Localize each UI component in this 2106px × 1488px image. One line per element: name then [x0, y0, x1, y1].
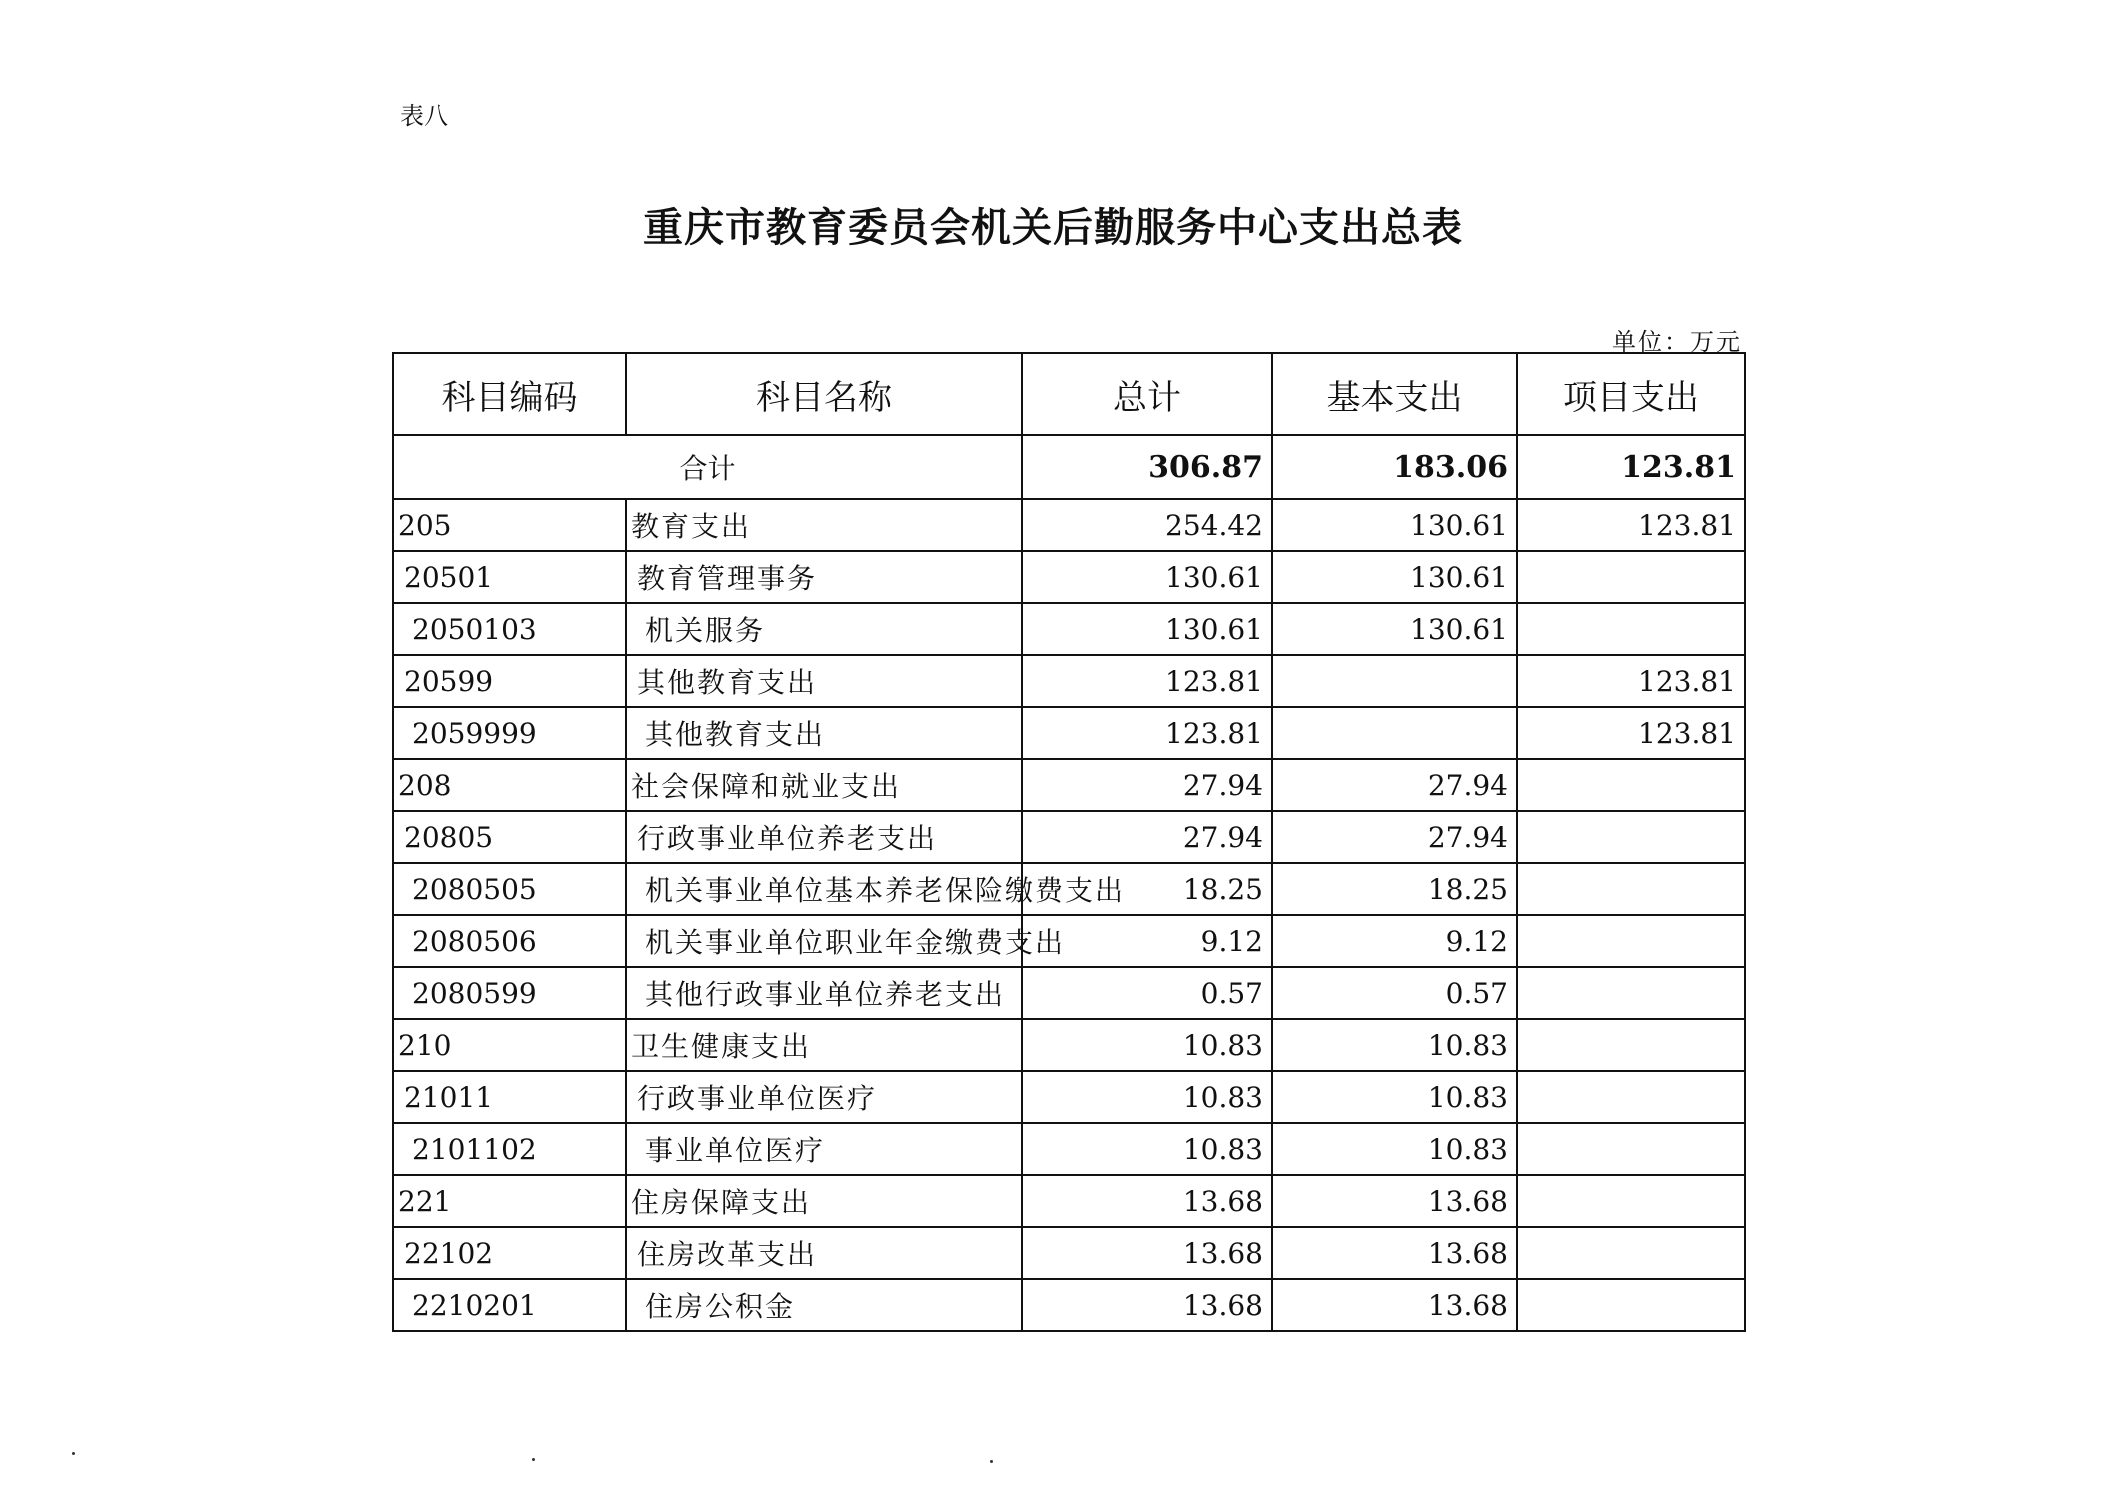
cell-project	[1517, 603, 1745, 655]
header-total: 总计	[1022, 353, 1272, 435]
cell-total: 0.57	[1022, 967, 1272, 1019]
cell-project: 123.81	[1517, 707, 1745, 759]
unit-label: 单位：万元	[1612, 328, 1742, 356]
cell-name: 社会保障和就业支出	[626, 759, 1022, 811]
cell-code: 2059999	[393, 707, 626, 759]
cell-code: 205	[393, 499, 626, 551]
cell-name: 行政事业单位医疗	[626, 1071, 1022, 1123]
cell-project	[1517, 863, 1745, 915]
cell-total: 27.94	[1022, 759, 1272, 811]
cell-total: 254.42	[1022, 499, 1272, 551]
cell-name: 机关事业单位职业年金缴费支出	[626, 915, 1022, 967]
cell-total: 13.68	[1022, 1227, 1272, 1279]
cell-project	[1517, 1071, 1745, 1123]
cell-project	[1517, 759, 1745, 811]
cell-project	[1517, 1175, 1745, 1227]
cell-project	[1517, 811, 1745, 863]
cell-project: 123.81	[1517, 499, 1745, 551]
cell-name: 机关事业单位基本养老保险缴费支出	[626, 863, 1022, 915]
cell-project: 123.81	[1517, 655, 1745, 707]
header-project: 项目支出	[1517, 353, 1745, 435]
cell-project	[1517, 1227, 1745, 1279]
table-row	[393, 863, 1745, 915]
cell-name: 住房公积金	[626, 1279, 1022, 1331]
cell-basic	[1272, 655, 1517, 707]
table-row	[393, 759, 1745, 811]
cell-total: 10.83	[1022, 1071, 1272, 1123]
cell-basic	[1272, 707, 1517, 759]
scan-dot	[72, 1452, 75, 1455]
table-row	[393, 967, 1745, 1019]
header-row	[393, 353, 1745, 435]
cell-name: 卫生健康支出	[626, 1019, 1022, 1071]
cell-basic: 130.61	[1272, 499, 1517, 551]
cell-code: 2050103	[393, 603, 626, 655]
cell-project	[1517, 1019, 1745, 1071]
cell-name: 其他教育支出	[626, 655, 1022, 707]
cell-total: 123.81	[1022, 707, 1272, 759]
cell-total: 130.61	[1022, 551, 1272, 603]
cell-basic: 27.94	[1272, 759, 1517, 811]
cell-total: 10.83	[1022, 1123, 1272, 1175]
cell-name: 住房保障支出	[626, 1175, 1022, 1227]
total-basic: 183.06	[1272, 435, 1517, 499]
cell-total: 123.81	[1022, 655, 1272, 707]
table-row	[393, 499, 1745, 551]
header-basic: 基本支出	[1272, 353, 1517, 435]
table-row	[393, 551, 1745, 603]
cell-name: 教育管理事务	[626, 551, 1022, 603]
table-row	[393, 915, 1745, 967]
cell-basic: 10.83	[1272, 1123, 1517, 1175]
cell-code: 210	[393, 1019, 626, 1071]
cell-name: 机关服务	[626, 603, 1022, 655]
cell-name: 行政事业单位养老支出	[626, 811, 1022, 863]
cell-code: 2101102	[393, 1123, 626, 1175]
cell-code: 2210201	[393, 1279, 626, 1331]
scan-dot	[532, 1458, 535, 1461]
cell-project	[1517, 1123, 1745, 1175]
total-project: 123.81	[1517, 435, 1745, 499]
scan-dot	[990, 1460, 993, 1463]
document-title: 重庆市教育委员会机关后勤服务中心支出总表	[643, 204, 1463, 251]
header-code: 科目编码	[393, 353, 626, 435]
cell-project	[1517, 1279, 1745, 1331]
cell-code: 21011	[393, 1071, 626, 1123]
table-row	[393, 1123, 1745, 1175]
table-row	[393, 1279, 1745, 1331]
table-row	[393, 1019, 1745, 1071]
cell-basic: 130.61	[1272, 603, 1517, 655]
table-body	[393, 499, 1745, 1331]
cell-name: 住房改革支出	[626, 1227, 1022, 1279]
total-total: 306.87	[1022, 435, 1272, 499]
cell-code: 20599	[393, 655, 626, 707]
cell-project	[1517, 551, 1745, 603]
table-row	[393, 1175, 1745, 1227]
cell-basic: 13.68	[1272, 1227, 1517, 1279]
expenditure-table	[392, 352, 1746, 1332]
total-label: 合计	[393, 435, 1022, 499]
cell-basic: 13.68	[1272, 1279, 1517, 1331]
cell-code: 22102	[393, 1227, 626, 1279]
table-row	[393, 655, 1745, 707]
cell-total: 130.61	[1022, 603, 1272, 655]
cell-basic: 0.57	[1272, 967, 1517, 1019]
cell-project	[1517, 915, 1745, 967]
cell-total: 10.83	[1022, 1019, 1272, 1071]
cell-project	[1517, 967, 1745, 1019]
cell-basic: 13.68	[1272, 1175, 1517, 1227]
cell-total: 18.25	[1022, 863, 1272, 915]
cell-total: 13.68	[1022, 1175, 1272, 1227]
cell-code: 2080506	[393, 915, 626, 967]
cell-code: 221	[393, 1175, 626, 1227]
cell-name: 教育支出	[626, 499, 1022, 551]
cell-basic: 10.83	[1272, 1071, 1517, 1123]
cell-total: 13.68	[1022, 1279, 1272, 1331]
cell-basic: 18.25	[1272, 863, 1517, 915]
cell-total: 27.94	[1022, 811, 1272, 863]
total-row	[393, 435, 1745, 499]
cell-name: 其他教育支出	[626, 707, 1022, 759]
table-row	[393, 603, 1745, 655]
cell-code: 20501	[393, 551, 626, 603]
cell-basic: 10.83	[1272, 1019, 1517, 1071]
cell-name: 其他行政事业单位养老支出	[626, 967, 1022, 1019]
cell-code: 2080599	[393, 967, 626, 1019]
cell-name: 事业单位医疗	[626, 1123, 1022, 1175]
table-row	[393, 1227, 1745, 1279]
table-row	[393, 1071, 1745, 1123]
cell-total: 9.12	[1022, 915, 1272, 967]
page-label: 表八	[400, 102, 448, 130]
table-row	[393, 811, 1745, 863]
cell-code: 208	[393, 759, 626, 811]
cell-basic: 130.61	[1272, 551, 1517, 603]
cell-basic: 9.12	[1272, 915, 1517, 967]
header-name: 科目名称	[626, 353, 1022, 435]
cell-basic: 27.94	[1272, 811, 1517, 863]
cell-code: 2080505	[393, 863, 626, 915]
cell-code: 20805	[393, 811, 626, 863]
table-row	[393, 707, 1745, 759]
